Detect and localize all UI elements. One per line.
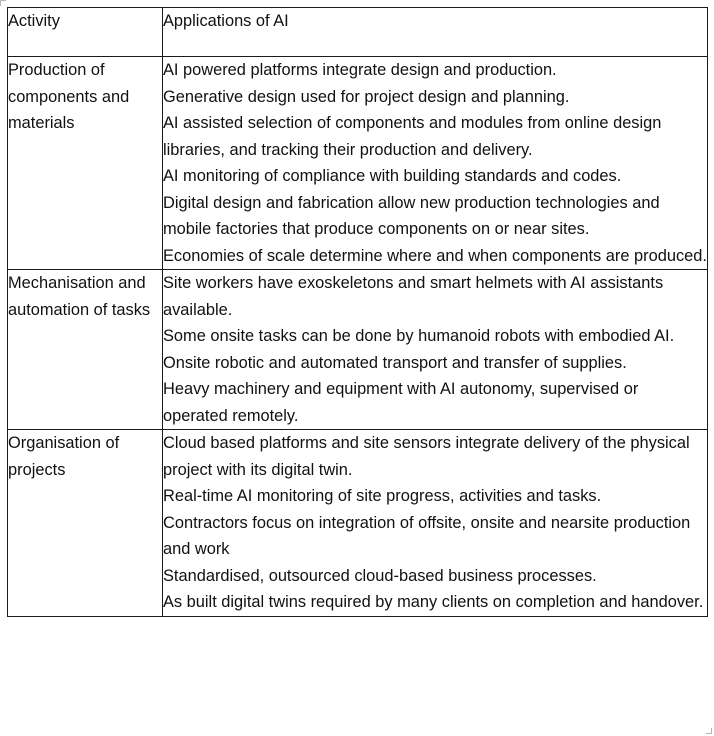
applications-cell (163, 57, 708, 270)
application-item: Onsite robotic and automated transport and transfer of supplies. (163, 353, 627, 372)
application-item: Economies of scale determine where and when components are produced. (163, 246, 707, 265)
header-applications: Applications of AI (163, 8, 708, 57)
application-item: Site workers have exoskeletons and smart helmets with AI assistants available. (163, 274, 664, 319)
applications-cell (163, 270, 708, 430)
application-item: Real-time AI monitoring of site progress, activities and tasks. (163, 487, 602, 505)
application-item: Contractors focus on integration of offsite, onsite and nearsite production and work (163, 513, 691, 558)
header-activity: Activity (8, 8, 163, 57)
application-item: Heavy machinery and equipment with AI autonomy, supervised or operated remotely. (163, 380, 639, 425)
table-row (8, 57, 708, 270)
ai-applications-table (7, 7, 708, 617)
application-item: As built digital twins required by many clients on completion and handover. (163, 593, 704, 611)
table-row (8, 430, 708, 617)
activity-cell: Organisation of projects (8, 430, 163, 617)
table-row (8, 270, 708, 430)
application-item: Digital design and fabrication allow new production technologies and mobile factories that produce components on or near sites. (163, 193, 660, 238)
table-resize-handle[interactable] (706, 728, 712, 734)
table-move-handle[interactable] (0, 0, 6, 6)
application-item: Standardised, outsourced cloud-based business processes. (163, 566, 597, 585)
application-item: Generative design used for project design and planning. (163, 87, 570, 106)
application-item: AI monitoring of compliance with building standards and codes. (163, 167, 622, 185)
activity-cell: Production of components and materials (8, 57, 163, 270)
application-item: AI powered platforms integrate design and production. (163, 61, 557, 79)
application-item: Some onsite tasks can be done by humanoid robots with embodied AI. (163, 327, 675, 345)
application-item: Cloud based platforms and site sensors integrate delivery of the physical project with its digital twin. (163, 434, 690, 479)
table-header-row (8, 8, 708, 57)
applications-cell (163, 430, 708, 617)
application-item: AI assisted selection of components and modules from online design libraries, and tracking their production and delivery. (163, 114, 662, 159)
activity-cell: Mechanisation and automation of tasks (8, 270, 163, 430)
